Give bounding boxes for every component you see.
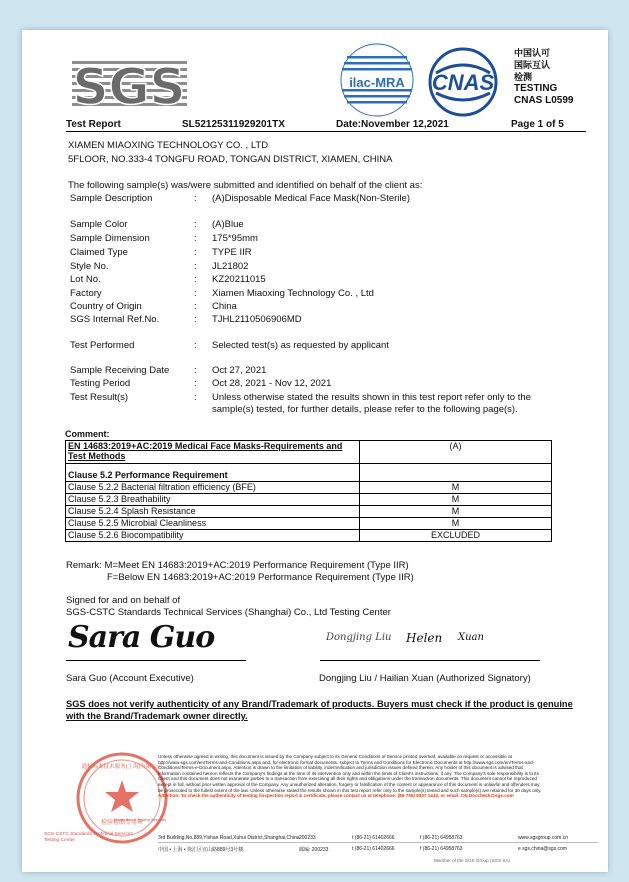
table-cell-result: M xyxy=(360,494,552,506)
field-value: TYPE IIR xyxy=(212,247,252,258)
svg-text:检验检测专用章: 检验检测专用章 xyxy=(100,820,144,826)
footer-address-en: 3rd Building,No.889,Yishan Road,Xuhui District,Shanghai,China xyxy=(158,835,300,841)
field-value: TJHL2110506906MD xyxy=(212,314,302,325)
field-label: Claimed Type xyxy=(70,247,128,258)
table-cell-clause: Clause 5.2.2 Bacterial filtration efficiency (BFE) xyxy=(66,482,360,494)
footer-address-cn: 中国 • 上海 • 徐汇区宜山路889号3号楼 xyxy=(158,847,244,853)
table-cell-clause: Clause 5.2.4 Splash Resistance xyxy=(66,506,360,518)
field-label: SGS Internal Ref.No. xyxy=(70,314,160,325)
table-row xyxy=(66,494,552,506)
field-label: Sample Receiving Date xyxy=(70,365,170,376)
remark-line-2: F=Below EN 14683:2019+AC:2019 Performance Requirement (Type IIR) xyxy=(107,572,414,583)
field-colon: : xyxy=(194,247,197,258)
signature-right-1: Dongjing Liu xyxy=(326,632,392,643)
table-cell-clause: Clause 5.2.6 Biocompatibility xyxy=(66,530,360,542)
signature-line-left xyxy=(66,660,246,661)
authenticity-disclaimer: SGS does not verify authenticity of any Brand/Trademark of products. Buyers must check if the product is genuine with the Brand/Trademark owner directly. xyxy=(66,699,573,721)
report-label: Test Report xyxy=(66,119,121,130)
sgs-logo xyxy=(72,57,187,111)
field-colon: : xyxy=(194,288,197,299)
footer-zip-cn: 邮编: 200233 xyxy=(299,847,329,853)
field-value: China xyxy=(212,301,237,312)
table-row xyxy=(66,482,552,494)
field-value: Oct 28, 2021 - Nov 12, 2021 xyxy=(212,378,332,389)
footer-member: Member of the SGS Group (SGS SA) xyxy=(434,858,511,863)
table-head-right: (A) xyxy=(360,441,552,464)
field-value-cont: sample(s) tested, for further details, please refer to the following page(s). xyxy=(212,404,518,415)
accreditation-block xyxy=(514,47,573,107)
cn-line-2: 国际互认 xyxy=(514,60,551,70)
table-cell-result: EXCLUDED xyxy=(360,530,552,542)
cnas-number: CNAS L0599 xyxy=(514,95,574,106)
field-label: Test Result(s) xyxy=(70,392,129,403)
field-colon: : xyxy=(194,261,197,272)
client-address: 5FLOOR, NO.333-4 TONGFU ROAD, TONGAN DISTRICT, XIAMEN, CHINA xyxy=(68,154,393,165)
footer-attention: Attention: To check the authenticity of testing /inspection report & certificate, please contact us at telephone: (86-755) 8307 1443, or email: CN.Doccheck@sgs.com xyxy=(158,793,514,799)
table-row xyxy=(66,441,552,464)
field-value: KZ20211015 xyxy=(212,274,266,285)
cn-line-3: 检测 xyxy=(514,72,533,82)
footer-web: www.sgsgroup.com.cn xyxy=(518,835,569,841)
field-colon: : xyxy=(194,314,197,325)
svg-text:CNAS: CNAS xyxy=(431,70,495,95)
signature-line-right xyxy=(320,660,540,661)
field-colon: : xyxy=(194,219,197,230)
field-colon: : xyxy=(194,233,197,244)
stamp-caption: SGS-CSTC Standards Technical Services Testing Center xyxy=(44,832,133,843)
field-label: Sample Dimension xyxy=(70,233,150,244)
star-icon xyxy=(105,780,139,812)
signatory-left: Sara Guo (Account Executive) xyxy=(66,673,194,684)
signature-left: Sara Guo xyxy=(68,620,215,655)
field-colon: : xyxy=(194,340,197,351)
field-colon: : xyxy=(194,378,197,389)
field-label: Test Performed xyxy=(70,340,135,351)
field-colon: : xyxy=(194,193,197,204)
field-value: (A)Blue xyxy=(212,219,244,230)
signed-line-1: Signed for and on behalf of xyxy=(66,595,181,606)
field-label: Country of Origin xyxy=(70,301,142,312)
field-label: Sample Description xyxy=(70,193,153,204)
header-rule xyxy=(66,131,586,132)
signature-right-2: Helen xyxy=(406,631,443,645)
field-label: Style No. xyxy=(70,261,109,272)
field-colon: : xyxy=(194,274,197,285)
table-cell-result: M xyxy=(360,518,552,530)
field-value: (A)Disposable Medical Face Mask(Non-Sterile) xyxy=(212,193,410,204)
field-label: Sample Color xyxy=(70,219,128,230)
field-label: Lot No. xyxy=(70,274,101,285)
field-colon: : xyxy=(194,392,197,403)
footer-tel-2: t (86-21) 61402666 xyxy=(352,846,395,852)
field-value: Xiamen Miaoxing Technology Co. , Ltd xyxy=(212,288,374,299)
remark-line-1: Remark: M=Meet EN 14683:2019+AC:2019 Performance Requirement (Type IIR) xyxy=(66,560,409,571)
table-row xyxy=(66,518,552,530)
field-value: JL21802 xyxy=(212,261,249,272)
footer-fax: f (86-21) 64958763 xyxy=(420,835,463,841)
client-name: XIAMEN MIAOXING TECHNOLOGY CO. , LTD xyxy=(68,140,269,151)
footer-terms: Unless otherwise agreed in writing, this document is issued by the Company subject to its General Conditions of Service printed overleaf, available on request or accessible at http://www.sgs.com/en/Terms-and-Conditions.aspx and, for electronic format documents, subject to Terms and Conditions for Electronic Documents at http://www.sgs.com/en/Terms-and-Conditions/Terms-e-Document.aspx. Attention is drawn to the limitation of liability, indemnification and jurisdiction issues defined therein. Any holder of this document is advised that information contained hereon reflects the Company's findings at the time of its intervention only and within the limits of Client's instructions, if any. The Company's sole responsibility is to its Client and this document does not exonerate parties to a transaction from exercising all their rights and obligations under the transaction documents. This document cannot be reproduced except in full, without prior written approval of the Company. Any unauthorized alteration, forgery or falsification of the content or appearance of this document is unlawful and offenders may be prosecuted to the fullest extent of the law. Unless otherwise stated the results shown in this test report refer only to the sample(s) tested and such sample(s) are retained for 30 days only. Attention: To check the authenticity of testing /inspection report & certificate, please contact us at telephone: (86-755) 8307 1443, or email: CN.Doccheck@sgs.com xyxy=(158,754,542,799)
field-colon: : xyxy=(194,365,197,376)
cn-line-1: 中国认可 xyxy=(514,48,551,58)
field-colon: : xyxy=(194,301,197,312)
stamp-caption-2: Inspection & Testing Services xyxy=(114,817,167,822)
signed-line-2: SGS-CSTC Standards Technical Services (Shanghai) Co., Ltd Testing Center xyxy=(66,607,391,618)
ilac-mra-logo xyxy=(339,42,415,118)
report-number: SL52125311929201TX xyxy=(182,119,285,130)
table-row xyxy=(66,506,552,518)
footer-fax-2: f (86-21) 64958763 xyxy=(420,846,463,852)
report-page xyxy=(22,30,608,872)
svg-text:ilac-MRA: ilac-MRA xyxy=(349,75,405,90)
comment-title: Comment: xyxy=(65,429,110,439)
table-row xyxy=(66,464,552,482)
svg-text:通标标准技术服务(上海)有限公司: 通标标准技术服务(上海)有限公司 xyxy=(81,764,163,770)
report-date: Date:November 12,2021 xyxy=(336,119,449,130)
signature-right-3: Xuan xyxy=(458,632,484,643)
sgs-logo-text: SGS xyxy=(72,58,186,111)
signatory-right: Dongjing Liu / Hailian Xuan (Authorized Signatory) xyxy=(319,673,531,684)
intro-text: The following sample(s) was/were submitted and identified on behalf of the client as: xyxy=(68,180,423,191)
field-value: 175*95mm xyxy=(212,233,258,244)
testing-label: TESTING xyxy=(514,83,558,94)
field-value: Selected test(s) as requested by applicant xyxy=(212,340,389,351)
table-head-left: EN 14683:2019+AC:2019 Medical Face Masks-Requirements and Test Methods xyxy=(66,441,360,464)
field-label: Factory xyxy=(70,288,102,299)
footer-email: e sgs.china@sgs.com xyxy=(518,846,567,852)
table-cell-clause: Clause 5.2.3 Breathability xyxy=(66,494,360,506)
footer-tel: t (86-21) 61402666 xyxy=(352,835,395,841)
table-cell-result: M xyxy=(360,506,552,518)
cnas-logo xyxy=(422,45,504,119)
comment-table xyxy=(65,440,552,542)
footer-divider xyxy=(158,842,598,843)
footer-zip-en: 200233 xyxy=(299,835,316,841)
page-number: Page 1 of 5 xyxy=(511,119,564,130)
table-section: Clause 5.2 Performance Requirement xyxy=(66,464,360,482)
field-label: Testing Period xyxy=(70,378,131,389)
field-value: Unless otherwise stated the results shown in this test report refer only to the xyxy=(212,392,531,403)
table-cell-clause: Clause 5.2.5 Microbial Cleanliness xyxy=(66,518,360,530)
field-value: Oct 27, 2021 xyxy=(212,365,267,376)
table-cell-result: M xyxy=(360,482,552,494)
table-row xyxy=(66,530,552,542)
